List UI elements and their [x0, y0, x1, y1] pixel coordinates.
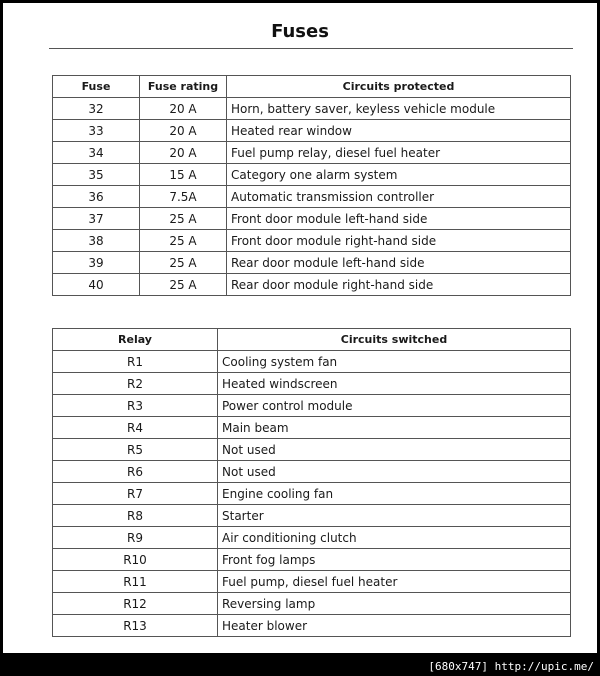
relay-table	[52, 328, 571, 637]
circuit-switched-cell: Heater blower	[218, 615, 571, 637]
table-row	[53, 186, 571, 208]
relay-id-cell: R1	[53, 351, 218, 373]
circuit-protected-cell: Category one alarm system	[227, 164, 571, 186]
table-row	[53, 615, 571, 637]
circuit-switched-cell: Not used	[218, 461, 571, 483]
title-divider	[49, 48, 573, 49]
fuse-rating-cell: 20 A	[140, 142, 227, 164]
circuit-protected-cell: Rear door module right-hand side	[227, 274, 571, 296]
circuit-switched-cell: Starter	[218, 505, 571, 527]
circuit-switched-cell: Cooling system fan	[218, 351, 571, 373]
image-host-caption: [680x747] http://upic.me/	[428, 660, 594, 673]
table-row	[53, 461, 571, 483]
fuse-number-cell: 33	[53, 120, 140, 142]
table-row	[53, 439, 571, 461]
fuse-rating-cell: 25 A	[140, 230, 227, 252]
relay-id-cell: R10	[53, 549, 218, 571]
page-title: Fuses	[271, 21, 329, 42]
circuit-switched-cell: Power control module	[218, 395, 571, 417]
circuit-protected-cell: Front door module left-hand side	[227, 208, 571, 230]
circuit-protected-cell: Rear door module left-hand side	[227, 252, 571, 274]
relay-id-cell: R12	[53, 593, 218, 615]
circuits-protected-column-header: Circuits protected	[227, 76, 571, 98]
fuse-rating-column-header: Fuse rating	[140, 76, 227, 98]
fuse-number-cell: 35	[53, 164, 140, 186]
document-page	[2, 2, 598, 654]
table-row	[53, 142, 571, 164]
table-row	[53, 373, 571, 395]
relay-id-cell: R11	[53, 571, 218, 593]
circuit-protected-cell: Horn, battery saver, keyless vehicle module	[227, 98, 571, 120]
table-row	[53, 98, 571, 120]
table-row	[53, 417, 571, 439]
table-row	[53, 274, 571, 296]
table-row	[53, 593, 571, 615]
circuit-switched-cell: Not used	[218, 439, 571, 461]
fuse-rating-cell: 20 A	[140, 98, 227, 120]
fuse-rating-cell: 25 A	[140, 274, 227, 296]
fuse-number-cell: 40	[53, 274, 140, 296]
fuse-number-cell: 39	[53, 252, 140, 274]
circuit-switched-cell: Front fog lamps	[218, 549, 571, 571]
circuit-switched-cell: Heated windscreen	[218, 373, 571, 395]
table-row	[53, 164, 571, 186]
circuit-switched-cell: Main beam	[218, 417, 571, 439]
table-row	[53, 527, 571, 549]
circuit-switched-cell: Fuel pump, diesel fuel heater	[218, 571, 571, 593]
table-row	[53, 230, 571, 252]
fuse-rating-cell: 7.5A	[140, 186, 227, 208]
relay-id-cell: R13	[53, 615, 218, 637]
circuits-switched-column-header: Circuits switched	[218, 329, 571, 351]
relay-id-cell: R6	[53, 461, 218, 483]
circuit-protected-cell: Automatic transmission controller	[227, 186, 571, 208]
circuit-switched-cell: Engine cooling fan	[218, 483, 571, 505]
table-row	[53, 395, 571, 417]
relay-column-header: Relay	[53, 329, 218, 351]
fuse-rating-cell: 25 A	[140, 252, 227, 274]
relay-id-cell: R7	[53, 483, 218, 505]
table-row	[53, 549, 571, 571]
fuse-number-cell: 36	[53, 186, 140, 208]
fuse-number-cell: 37	[53, 208, 140, 230]
table-row	[53, 483, 571, 505]
fuse-number-cell: 32	[53, 98, 140, 120]
table-row	[53, 571, 571, 593]
fuse-table-header	[53, 76, 571, 98]
table-row	[53, 505, 571, 527]
circuit-protected-cell: Heated rear window	[227, 120, 571, 142]
circuit-protected-cell: Fuel pump relay, diesel fuel heater	[227, 142, 571, 164]
fuse-number-cell: 38	[53, 230, 140, 252]
fuse-table	[52, 75, 571, 296]
circuit-switched-cell: Air conditioning clutch	[218, 527, 571, 549]
circuit-switched-cell: Reversing lamp	[218, 593, 571, 615]
relay-id-cell: R8	[53, 505, 218, 527]
table-row	[53, 351, 571, 373]
relay-id-cell: R4	[53, 417, 218, 439]
relay-id-cell: R5	[53, 439, 218, 461]
circuit-protected-cell: Front door module right-hand side	[227, 230, 571, 252]
relay-table-header	[53, 329, 571, 351]
table-row	[53, 120, 571, 142]
relay-id-cell: R2	[53, 373, 218, 395]
fuse-column-header: Fuse	[53, 76, 140, 98]
relay-id-cell: R9	[53, 527, 218, 549]
fuse-rating-cell: 15 A	[140, 164, 227, 186]
fuse-rating-cell: 25 A	[140, 208, 227, 230]
fuse-number-cell: 34	[53, 142, 140, 164]
table-row	[53, 252, 571, 274]
relay-id-cell: R3	[53, 395, 218, 417]
table-row	[53, 208, 571, 230]
fuse-rating-cell: 20 A	[140, 120, 227, 142]
